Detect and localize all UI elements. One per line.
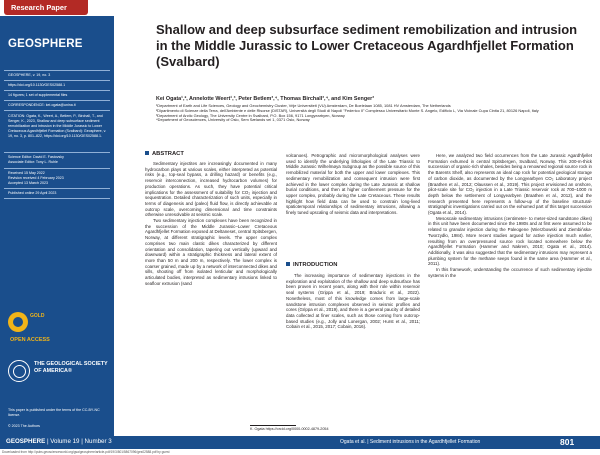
editors: Science Editor: David E. Fastovsky Associate Editor: Tony L. Ruhle bbox=[8, 155, 64, 164]
sidebar bbox=[0, 16, 114, 436]
affiliation-1: ¹Department of Earth and Life Sciences, Geology and Geochemistry Cluster, Vrije Universiteit (VU) Amsterdam, De Boelelaan 1085, 1081 HV Amsterdam, The Netherlands bbox=[156, 103, 451, 108]
volume-info: GEOSPHERE, v. 19, no. 3 bbox=[8, 73, 51, 77]
abstract-paragraph: Sedimentary injectites are increasingly documented in many hydrocarbon plays at various scales, either interpreted as potential risks (e.g., top-seal bypass, a drilling hazard) or benefits (e.g., reservoir interconnection, increased hydrocarbon volumes) for production operations. As such, they have potential critical implications for the assessment of suitability for CO₂ injection and sequestration. Detailed characterization of such units, especially in terms of diagenesis and (paleo) fluid flow, is directly achievable at outcrop scale, overcoming dimensional and time constraints otherwise unresolvable at seismic scale. bbox=[145, 161, 277, 218]
copyright: © 2023 The Authors bbox=[8, 424, 40, 428]
license: This paper is published under the terms of the CC‑BY‑NC license. bbox=[8, 408, 100, 417]
affiliation-2: ²Dipartimento di Scienze della Terra, dell'Ambiente e delle Risorse (DiSTAR), Università degli Studi di Napoli "Federico II" Complesso Universitario Monte S. Angelo, Edificio L, Via Vicinale Cupa Cintia 21, 80126 Napoli, Italy bbox=[156, 107, 539, 113]
top-bar bbox=[0, 0, 600, 16]
bullet-square-icon bbox=[145, 151, 149, 155]
divider bbox=[4, 110, 110, 111]
abstract-paragraph: Two sedimentary injection complexes have been recognized in the succession of the Middle Jurassic–Lower Cretaceous Agardhfjellet Formation exposed at Deltaneset, central Spitsbergen, Norway, at different stratigraphic levels. The upper complex comprises two main clastic dikes characterized by different orientation and consolidation, tapering out vertically (upward and downward) within a stratigraphic thickness and lateral extent of more than 50 m and 200 m, respectively. The lower complex is coarser grained, made up by a network of interconnected dikes and sills, shooting off from isolated lenticular and morphologically articulated bodies, interpreted as sedimentary intrusions linked to seafloor extrusion (sand bbox=[145, 218, 277, 286]
intro-paragraph: The increasing importance of sedimentary injections in the exploration and exploitation of the shallow and deep subsurface has been proven in recent years, along with their role within reservoir seal systems (Grippa et al., 2019; Braduric et al., 2022). Nonetheless, most of this knowledge comes from large-scale sandstone intrusion complexes observed in seismic profiles and cores (Grippa et al., 2019), and there is a general paucity of detailed data collected at finer scales, such as those coming from outcrop-based studies (e.g., Jolly and Lonergan, 2002; Hurst et al., 2011; Cobain et al., 2015, 2017; Cobain, 2016). bbox=[286, 273, 420, 330]
intro-column bbox=[286, 273, 420, 330]
bullet-square-icon bbox=[286, 262, 290, 266]
divider bbox=[4, 90, 110, 91]
divider bbox=[4, 188, 110, 189]
affiliation-4: ⁴Department of Geosciences, University of Oslo, Sem Sælands vei 1, 0371 Oslo, Norway bbox=[156, 117, 310, 123]
open-access-icon bbox=[8, 312, 28, 332]
figures-count: 14 figures; 1 set of supplemental files bbox=[8, 93, 68, 97]
running-title: Ogata et al. | Sediment intrusions in the Agardhfjellet Formation bbox=[340, 439, 481, 445]
doi-link[interactable]: https://doi.org/10.1130/GES02588.1 bbox=[8, 83, 66, 87]
correspondence[interactable]: CORRESPONDENCE: kei.ogata@unina.it bbox=[8, 103, 76, 107]
body-paragraph: In this framework, understanding the occurrence of such sedimentary injectite systems in the bbox=[428, 267, 592, 278]
page-number: 801 bbox=[560, 437, 575, 447]
journal-logo: GEOSPHERE bbox=[8, 38, 83, 50]
affiliations bbox=[156, 104, 586, 123]
citation: CITATION: Ogata, K., Weert, A., Betlem, P., Birchall, T., and Senger, K., 2023, Shallow and deep subsurface sediment remobilization and intrusion in the Middle Jurassic to Lower Cretaceous Agardhfjellet Formation (Svalbard): Geosphere, v. 19, no. 3, p. 801–822, https://doi.org/10.1130/GES02588.1. bbox=[8, 114, 107, 138]
authors: Kei Ogata¹,², Annelotte Weert¹,³, Peter Betlem³,⁴, Thomas Birchall³,⁴, and Kim Senger³ bbox=[156, 96, 374, 102]
footer-journal: GEOSPHERE | Volume 19 | Number 3 bbox=[6, 438, 112, 445]
divider bbox=[4, 80, 110, 81]
abstract-heading: ABSTRACT bbox=[145, 151, 184, 157]
middle-column bbox=[286, 153, 420, 216]
article-title: Shallow and deep subsurface sediment remobilization and intrusion in the Middle Jurassic to Lower Cretaceous Agardhfjellet Formation (Svalbard) bbox=[156, 22, 578, 69]
affiliation-3: ³Department of Arctic Geology, The University Centre in Svalbard, P.O. Box 156, 9171 Longyearbyen, Norway bbox=[156, 112, 345, 118]
orcid-link[interactable]: K. Ogata https://orcid.org/0000-0002-4879-2054 bbox=[250, 427, 329, 431]
divider bbox=[4, 70, 110, 71]
divider bbox=[4, 168, 110, 169]
body-paragraph: Mesoscale sedimentary intrusions (centimeter- to meter-sized sandstone dikes) in this unit have been documented since the 1980s and at first were assumed to be related to granular injection during the Paleogene (Wierzbowski and Ziembińska-Tworzydło, 1984). More recent studies argued for active injection much earlier, resulting from an overpressured source rock located somewhere below the Agardhfjellet Formation (Hammer and Nakrem, 2010; Ogata et al., 2014). Additionally, it was also suggested that the sedimentary intrusions may represent a plumbing system for the methane seeps found in the same area (Hammer et al., 2011). bbox=[428, 215, 592, 267]
body-paragraph: Here, we analyzed two field occurrences from the Late Jurassic Agardhfjellet Formation exhumed in central Spitsbergen, Svalbard, Norway. This 200-m-thick succession of organic-rich shales, besides being a renowned regional source rock in the Barents Shelf, also represents an ideal cap rock for potential geological storage of carbon dioxide, as documented by the Longyearbyen CO₂ Laboratory project (Braathen et al., 2012; Olaussen et al., 2019). This project envisioned an onshore, pilot-scale site for CO₂ injection in a Late Triassic reservoir rock at 700–1000 m depth below the settlement of Longyearbyen (Braathen et al., 2012), and the research presented here represents a follow-up of the baseline structural-stratigraphic investigations carried out on the exhumed part of this target succession (Ogata et al., 2014). bbox=[428, 153, 592, 216]
right-column bbox=[428, 153, 592, 278]
open-access-label: OPEN ACCESS bbox=[10, 337, 50, 343]
introduction-heading: INTRODUCTION bbox=[286, 262, 337, 268]
divider bbox=[4, 100, 110, 101]
history-dates: Received 15 May 2022 Revision received 4 February 2023 Accepted 13 March 2023 bbox=[8, 171, 64, 185]
divider bbox=[4, 152, 110, 153]
abstract-continuation: volcanoes). Petrographic and micromorphological analyses were used to identify the underlying lithologies of the Late Triassic to Middle Jurassic Wilhelmøya Subgroup as the possible source of this remobilized material for both the upper and lower complexes. This sedimentary remobilization and consequent intrusion were first achieved in the lower complex during the Late Jurassic at shallow burial conditions, and then at higher confinement pressure for the upper complex, probably during the Late Cretaceous. These results highlight how field data can be used to constrain long-lived spatiotemporal relationships of sedimentary intrusions, allowing a finely tuned upscaling of seismic data and interpretations. bbox=[286, 153, 420, 216]
published-date: Published online 29 April 2023 bbox=[8, 191, 57, 195]
abstract-column bbox=[145, 161, 277, 286]
gsa-logo-icon bbox=[8, 360, 30, 382]
download-note: Downloaded from http://pubs.geoscienceworld.org/gsa/geosphere/article-pdf/19/3/801/5867096/ges02588.pdf by guest bbox=[2, 450, 170, 454]
footnote-rule bbox=[250, 425, 296, 426]
gsa-name: THE GEOLOGICAL SOCIETY OF AMERICA® bbox=[34, 361, 108, 374]
research-paper-tab: Research Paper bbox=[4, 0, 88, 15]
gold-label: GOLD bbox=[30, 313, 45, 319]
divider bbox=[4, 198, 110, 199]
footer-bar bbox=[0, 436, 600, 449]
